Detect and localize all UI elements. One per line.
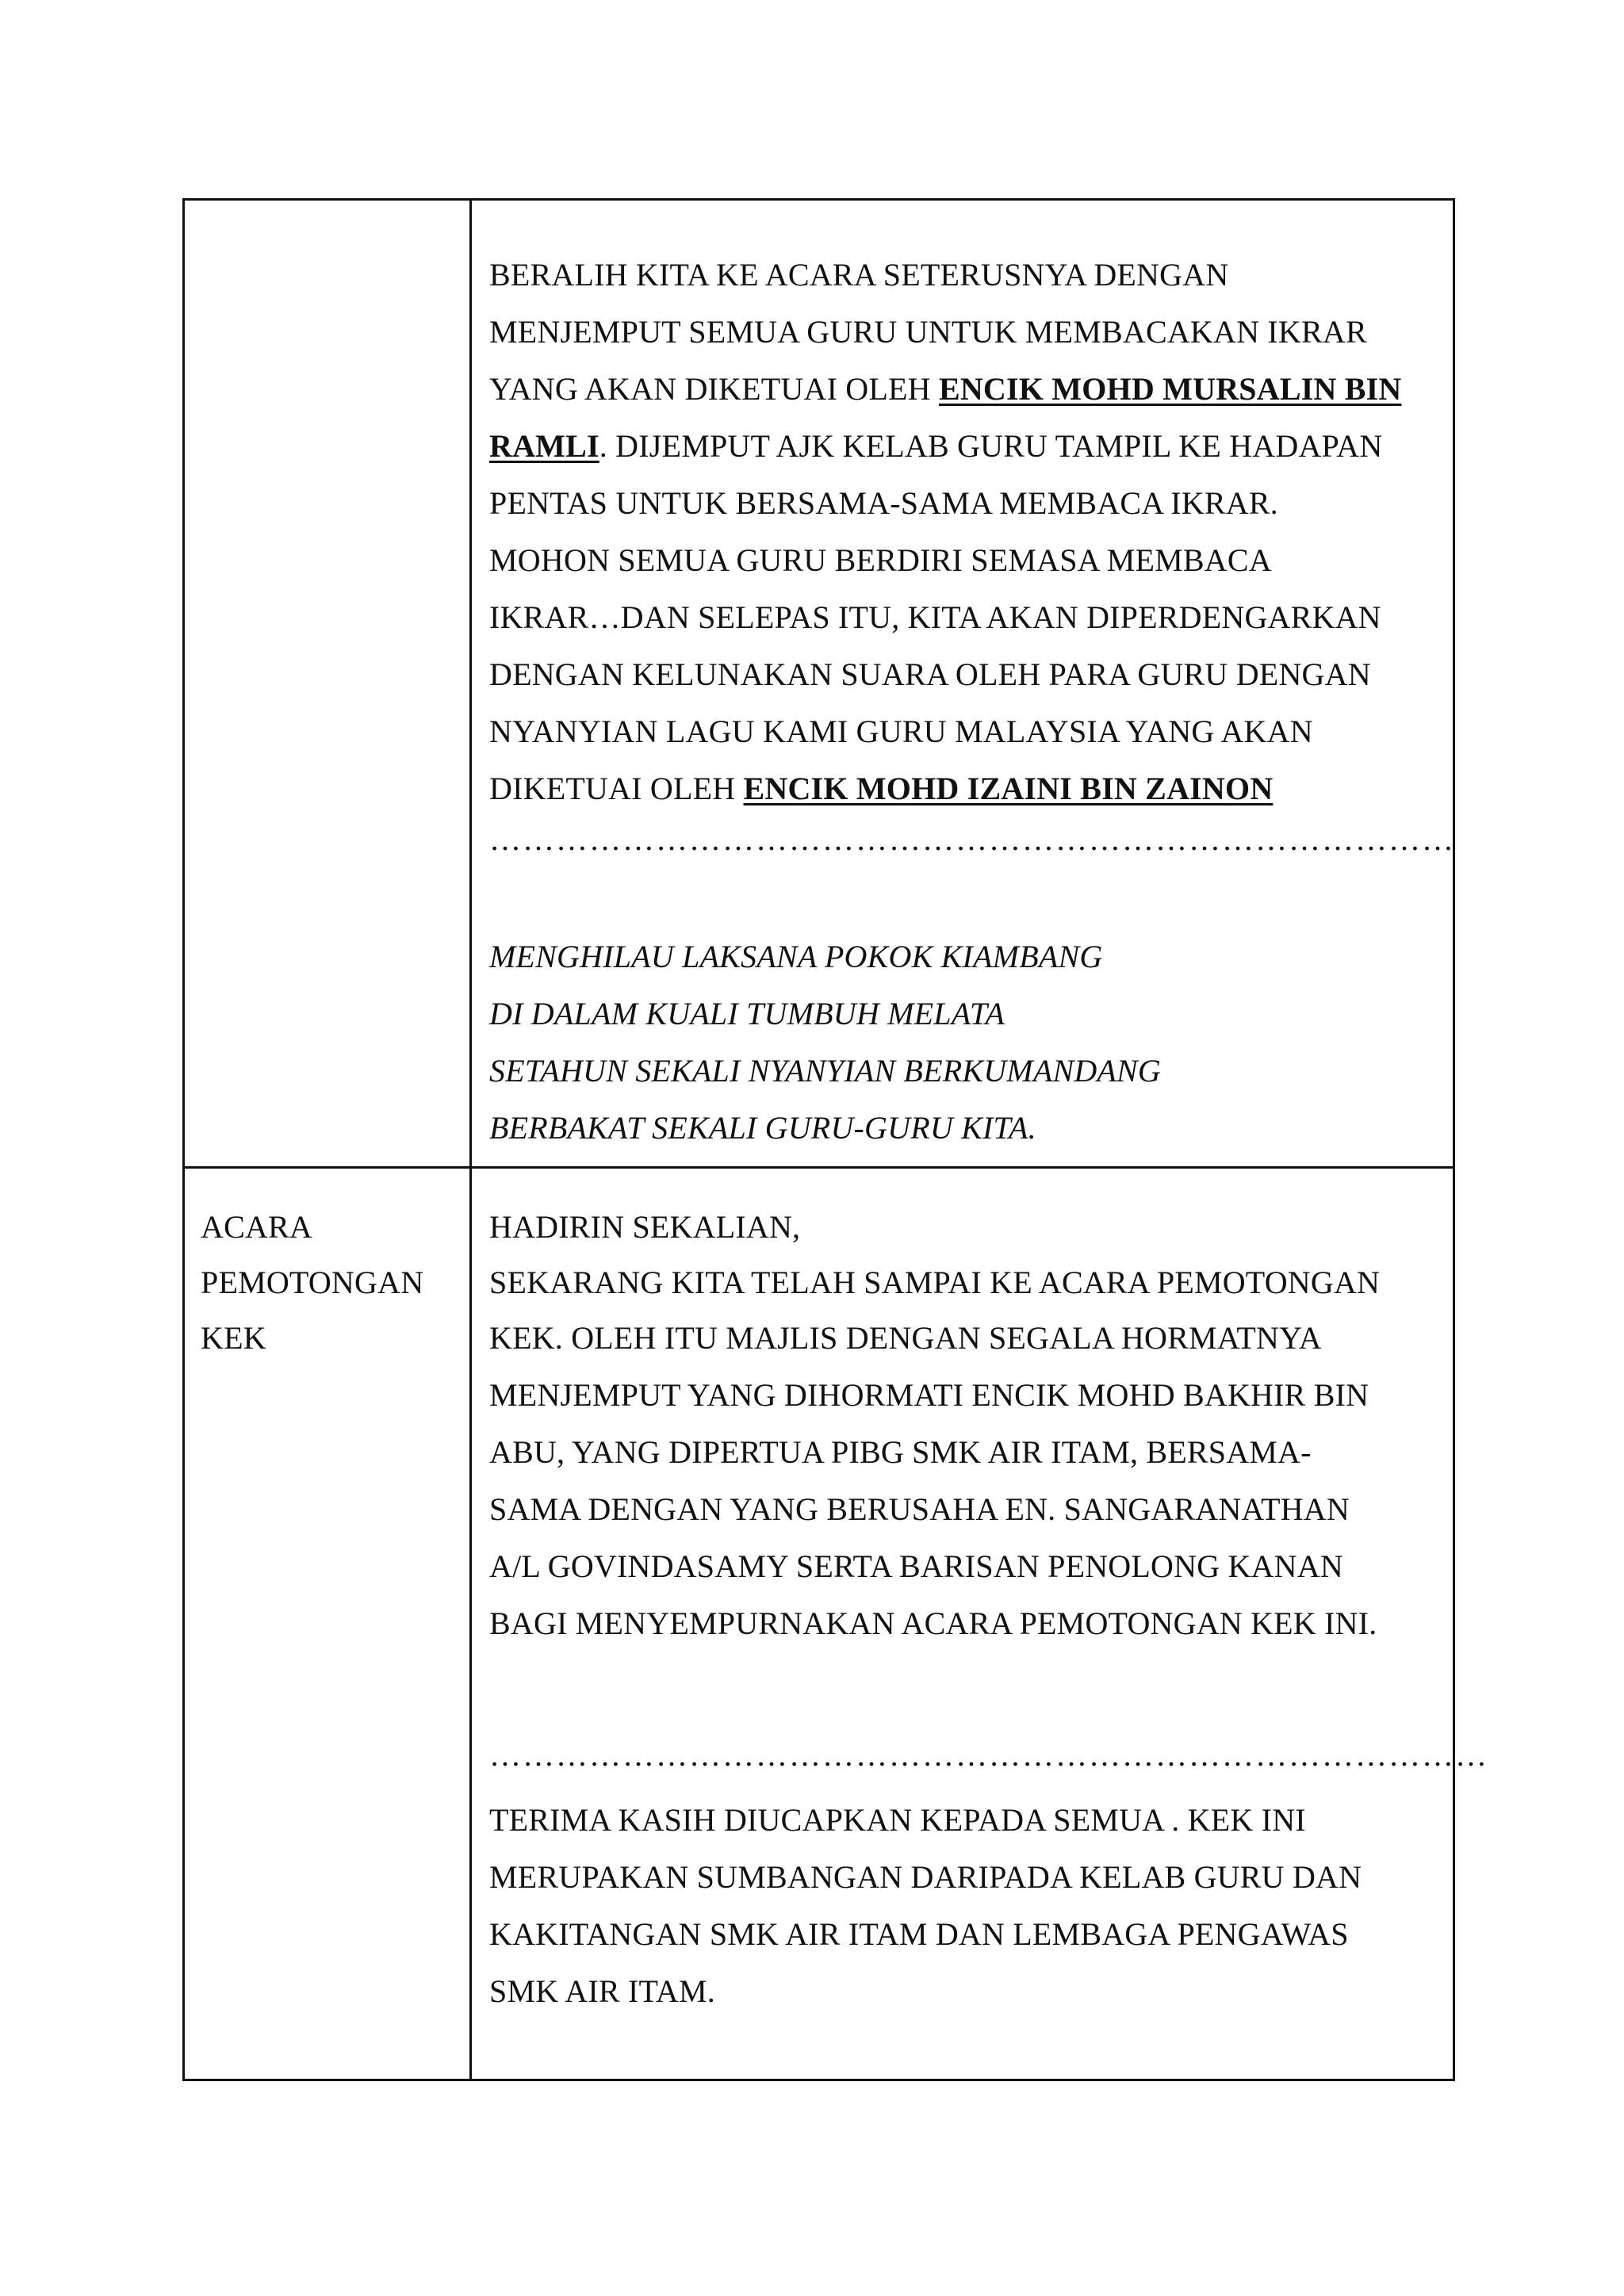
text-line: IKRAR…DAN SELEPAS ITU, KITA AKAN DIPERDENGARKAN bbox=[489, 599, 1381, 635]
text-line: DENGAN KELUNAKAN SUARA OLEH PARA GURU DENGAN bbox=[489, 656, 1371, 692]
text-line: SMK AIR ITAM. bbox=[489, 1973, 715, 2009]
text-line: SAMA DENGAN YANG BERUSAHA EN. SANGARANATHAN bbox=[489, 1491, 1350, 1527]
text-segment: YANG AKAN DIKETUAI OLEH bbox=[489, 371, 939, 407]
poem-line: DI DALAM KUALI TUMBUH MELATA bbox=[489, 996, 1005, 1031]
text-line bbox=[489, 427, 1382, 465]
text-segment: DIKETUAI OLEH bbox=[489, 771, 744, 806]
event-script-table bbox=[182, 198, 1488, 2081]
section-label-cell bbox=[184, 1168, 471, 2080]
text-line: MENJEMPUT SEMUA GURU UNTUK MEMBACAKAN IKRAR bbox=[489, 314, 1367, 350]
text-line: A/L GOVINDASAMY SERTA BARISAN PENOLONG KANAN bbox=[489, 1548, 1343, 1584]
dotted-line: ……………………………………………………………………………… bbox=[489, 1737, 1488, 1773]
poem-line: SETAHUN SEKALI NYANYIAN BERKUMANDANG bbox=[489, 1053, 1162, 1089]
person-name-mursalin: ENCIK MOHD MURSALIN BIN bbox=[938, 371, 1402, 407]
section-content-cell bbox=[471, 1168, 1488, 2080]
section-content-cell bbox=[471, 200, 1454, 1168]
text-line bbox=[489, 770, 1273, 808]
table-row-pemotongan-kek bbox=[184, 1168, 1454, 2080]
person-name-ramli: RAMLI bbox=[489, 428, 599, 464]
text-line: MERUPAKAN SUMBANGAN DARIPADA KELAB GURU DAN bbox=[489, 1859, 1362, 1895]
poem-line: BERBAKAT SEKALI GURU-GURU KITA. bbox=[489, 1110, 1036, 1146]
text-line: KEK. OLEH ITU MAJLIS DENGAN SEGALA HORMATNYA bbox=[489, 1320, 1322, 1356]
poem-line: MENGHILAU LAKSANA POKOK KIAMBANG bbox=[489, 939, 1103, 974]
text-line: MOHON SEMUA GURU BERDIRI SEMASA MEMBACA bbox=[489, 542, 1272, 578]
text-line bbox=[489, 370, 1401, 408]
text-segment: . DIJEMPUT AJK KELAB GURU TAMPIL KE HADAPAN bbox=[599, 428, 1383, 464]
text-line: SEKARANG KITA TELAH SAMPAI KE ACARA PEMOTONGAN bbox=[489, 1265, 1381, 1300]
text-line: PENTAS UNTUK BERSAMA-SAMA MEMBACA IKRAR. bbox=[489, 485, 1278, 521]
text-line: HADIRIN SEKALIAN, bbox=[489, 1209, 801, 1245]
text-line: NYANYIAN LAGU KAMI GURU MALAYSIA YANG AKAN bbox=[489, 714, 1313, 749]
section-label-cell bbox=[184, 200, 471, 1168]
table-row-ikrar bbox=[184, 200, 1454, 1168]
section-label: ACARA bbox=[201, 1209, 313, 1245]
text-line: BERALIH KITA KE ACARA SETERUSNYA DENGAN bbox=[489, 257, 1229, 293]
text-line: BAGI MENYEMPURNAKAN ACARA PEMOTONGAN KEK INI. bbox=[489, 1605, 1377, 1641]
text-line: TERIMA KASIH DIUCAPKAN KEPADA SEMUA . KEK INI bbox=[489, 1802, 1306, 1838]
section-label: KEK bbox=[201, 1320, 266, 1356]
person-name-izaini: ENCIK MOHD IZAINI BIN ZAINON bbox=[743, 771, 1274, 806]
dotted-line: …………………………………………………………………………… bbox=[489, 821, 1455, 857]
text-line: KAKITANGAN SMK AIR ITAM DAN LEMBAGA PENGAWAS bbox=[489, 1916, 1349, 1952]
text-line: ABU, YANG DIPERTUA PIBG SMK AIR ITAM, BERSAMA- bbox=[489, 1434, 1312, 1470]
section-label: PEMOTONGAN bbox=[201, 1265, 424, 1300]
text-line: MENJEMPUT YANG DIHORMATI ENCIK MOHD BAKHIR BIN bbox=[489, 1377, 1369, 1413]
